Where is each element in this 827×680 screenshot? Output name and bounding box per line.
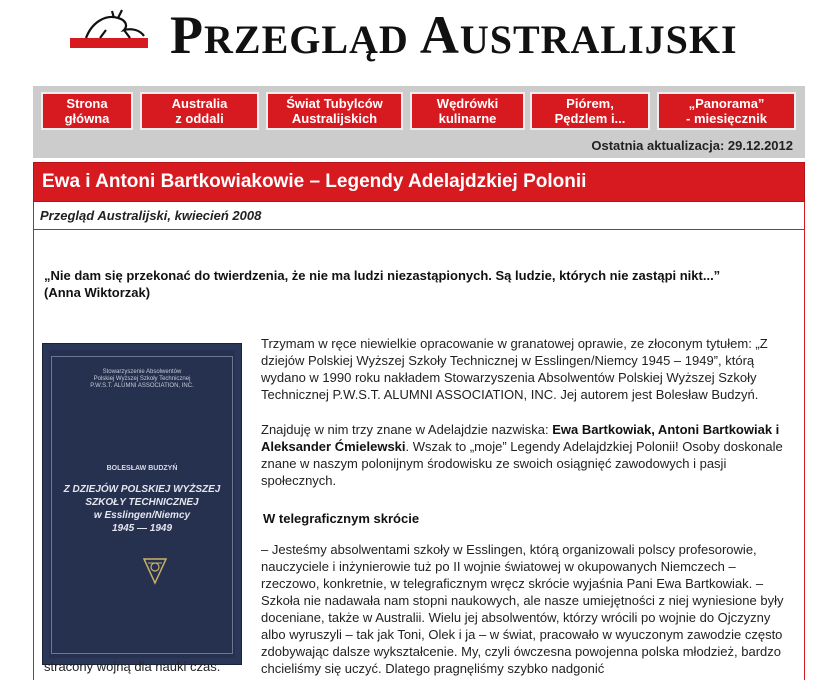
kangaroo-logo-icon[interactable] [66, 8, 156, 58]
last-update-text: Ostatnia aktualizacja: 29.12.2012 [591, 138, 793, 153]
main-navigation [33, 86, 805, 158]
nav-piorem-pedzlem[interactable]: Piórem, Pędzlem i... [530, 92, 650, 130]
nav-wedrowki-kulinarne[interactable]: Wędrówki kulinarne [410, 92, 525, 130]
article-quote: „Nie dam się przekonać do twierdzenia, że nie ma ludzi niezastąpionych. Są ludzie, których nie zastąpi nikt...” (Anna Wiktorzak) [44, 268, 721, 300]
book-author: BOLESŁAW BUDZYŃ [106, 465, 178, 472]
book-title: Z DZIEJÓW POLSKIEJ WYŻSZEJ SZKOŁY TECHNICZNEJ w Esslingen/Niemcy 1945 — 1949 [63, 484, 221, 534]
article-paragraph-2: Znajduję w nim trzy znane w Adelajdzie nazwiska: Ewa Bartkowiak, Antoni Bartkowiak i Aleksander Ćmielewski. Wszak to „moje” Legendy Adelajdzkiej Polonii! Osoby doskonale znane w naszym polonijnym środowisku ze swoich osiągnięć zawodowych i pasji społecznych. [261, 422, 783, 488]
article-headline: Ewa i Antoni Bartkowiakowie – Legendy Adelajdzkiej Polonii [42, 171, 587, 192]
school-emblem-icon [140, 555, 170, 585]
site-header [0, 0, 827, 86]
nav-australia-z-oddali[interactable]: Australia z oddali [140, 92, 259, 130]
section-heading: W telegraficznym skrócie [263, 511, 420, 526]
nav-panorama-miesiecznik[interactable]: „Panorama” - miesięcznik [657, 92, 796, 130]
article-paragraph-3-end: stracony wojną dla nauki czas. [44, 659, 221, 674]
article-paragraph-1: Trzymam w ręce niewielkie opracowanie w granatowej oprawie, ze złoconym tytułem: „Z dziejów Polskiej Wyższej Szkoły Technicznej w Esslingen/Niemcy 1945 – 1949”, którą wydano w 1990 roku nakładem Stowarzyszenia Absolwentów Polskiej Wyższej Szkoły Technicznej P.W.S.T. ALUMNI ASSOCIATION, INC. Jej autorem jest Bolesław Budzyń. [261, 336, 768, 402]
site-title[interactable]: PRZEGLĄD AUSTRALIJSKI [170, 5, 738, 65]
book-publisher: Stowarzyszenie Absolwentów Polskiej Wyższej Szkoły Technicznej P.W.S.T. ALUMNI ASSOCIATION, INC. [90, 369, 194, 389]
nav-strona-glowna[interactable]: Strona główna [41, 92, 133, 130]
article-source: Przegląd Australijski, kwiecień 2008 [40, 208, 262, 223]
article-source-bar [33, 202, 805, 230]
article-headline-bar [33, 162, 805, 202]
book-cover-image [42, 343, 242, 665]
article-paragraph-3: – Jesteśmy absolwentami szkoły w Esslingen, którą organizowali polscy profesorowie, nauczyciele i inżynierowie tuż po II wojnie światowej w okupowanych Niemczech – rzeczowo, konkretnie, w telegraficznym wręcz skrócie wyjaśnia Pani Ewa Bartkowiak. – Szkoła nie nadawała nam stopni naukowych, ale nasze umiejętności z niej wyniesione były doceniane, także w Australii. Wielu jej absolwentów, którzy wrócili po wojnie do Ojczyzny albo wyruszyli – tak jak Toni, Olek i ja – w świat, pracowało w wyuczonym zawodzie często zdobywając dalsze wykształcenie. My, czyli ówczesna powojenna polska młodzież, bardzo chcieliśmy się uczyć. Dlatego pragnęliśmy szybko nadgonić [261, 542, 784, 676]
nav-swiat-tubylcow[interactable]: Świat Tubylców Australijskich [266, 92, 403, 130]
